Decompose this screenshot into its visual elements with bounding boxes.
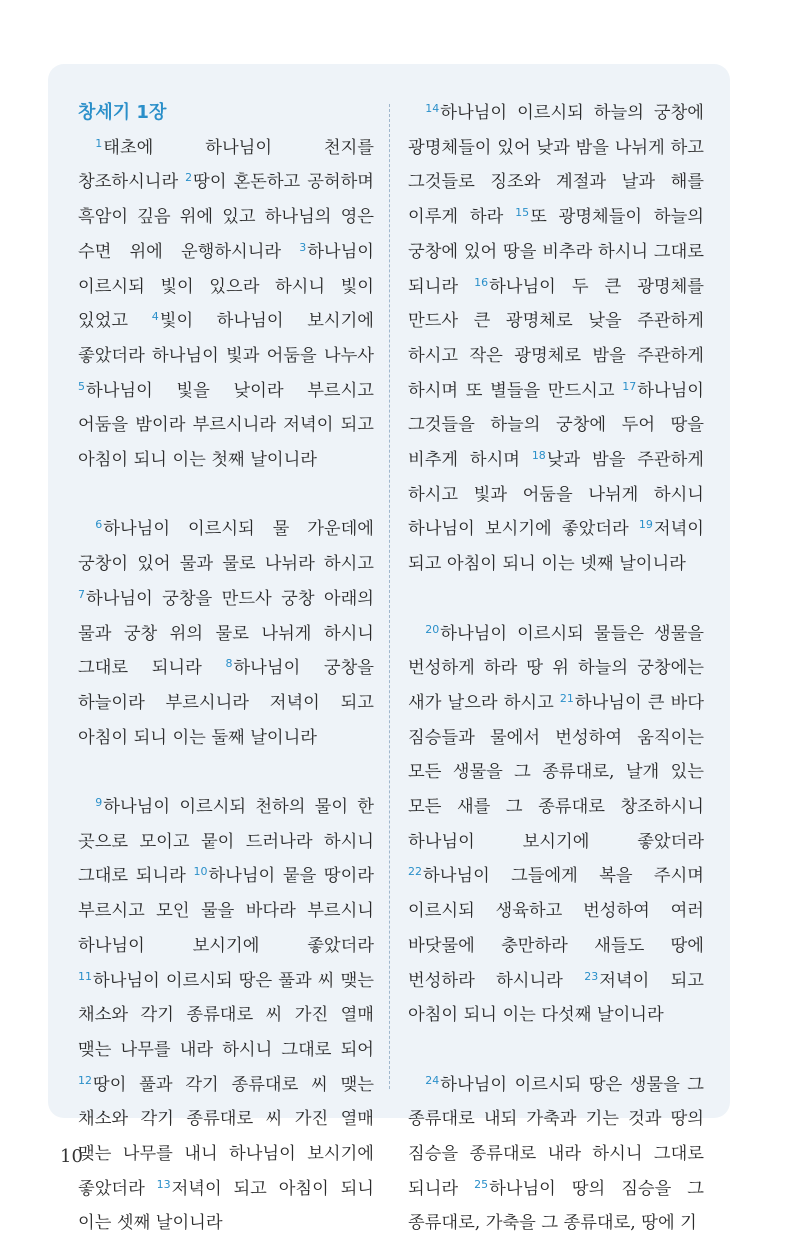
verse-text: 하나님이 궁창을 하늘이라 부르시니라 저녁이 되고 아침이 되니 이는 둘째 날이니라 <box>78 658 374 748</box>
verse-number: 6 <box>95 518 103 532</box>
paragraph <box>408 1068 704 1241</box>
verse-text: 하나님이 궁창을 만드사 궁창 아래의 물과 궁창 위의 물로 나뉘게 하시니 그대로 되니라 <box>78 588 374 679</box>
verse-text: 저녁이 되고 아침이 되니 이는 셋째 날이니라 <box>78 1178 374 1234</box>
verse-text: 하나님이 이르시되 빛이 있으라 하시니 빛이 있었고 <box>78 241 374 332</box>
verse-text: 하나님이 이르시되 천하의 물이 한 곳으로 모이고 뭍이 드러나라 하시니 그대로 되니라 <box>78 797 374 887</box>
verse-text: 낮과 밤을 주관하게 하시고 빛과 어둠을 나뉘게 하시니 하나님이 보시기에 좋았더라 <box>408 450 704 540</box>
verse-text: 하나님이 그것들을 하늘의 궁창에 두어 땅을 비추게 하시며 <box>408 380 704 471</box>
verse-text: 하나님이 뭍을 땅이라 부르시고 모인 물을 바다라 부르시니 하나님이 보시기에 좋았더라 <box>78 866 375 956</box>
paragraph <box>408 617 704 1033</box>
verse-text: 땅이 풀과 각기 종류대로 씨 맺는 채소와 각기 종류대로 씨 가진 열매 맺는 나무를 내니 하나님이 보시기에 좋았더라 <box>78 1074 374 1199</box>
page-number: 10 <box>60 1146 83 1167</box>
verse-number: 20 <box>425 622 440 636</box>
paragraph <box>78 512 374 755</box>
verse-text: 태초에 하나님이 천지를 창조하시니라 <box>78 137 374 193</box>
chapter-title: 창세기 1장 <box>78 102 167 123</box>
verse-text: 하나님이 빛을 낮이라 부르시고 어둠을 밤이라 부르시니라 저녁이 되고 아침이 되니 이는 첫째 날이니라 <box>78 380 374 471</box>
verse-number: 5 <box>78 379 85 393</box>
verse-number: 10 <box>193 865 208 879</box>
verse-number: 18 <box>531 449 546 463</box>
verse-number: 11 <box>78 969 92 983</box>
verse-number: 1 <box>95 136 103 150</box>
verse-number: 25 <box>474 1177 489 1191</box>
verse-number: 7 <box>78 587 85 601</box>
verse-number: 8 <box>225 657 233 671</box>
verse-text: 저녁이 되고 아침이 되니 이는 다섯째 날이니라 <box>408 970 704 1026</box>
verse-text: 또 광명체들이 하늘의 궁창에 있어 땅을 비추라 하시니 그대로 되니라 <box>408 207 704 297</box>
verse-number: 19 <box>638 518 653 532</box>
verse-number: 16 <box>474 275 489 289</box>
column-divider <box>389 104 390 1089</box>
verse-text: 하나님이 이르시되 물 가운데에 궁창이 있어 물과 물로 나뉘라 하시고 <box>78 519 374 575</box>
verse-number: 13 <box>156 1177 171 1191</box>
left-column <box>78 96 374 1241</box>
verse-text: 하나님이 이르시되 땅은 풀과 씨 맺는 채소와 각기 종류대로 씨 가진 열매 맺는 나무를 내라 하시니 그대로 되어 <box>78 970 374 1060</box>
verse-number: 2 <box>185 171 193 185</box>
verse-text: 하나님이 이르시되 물들은 생물을 번성하게 하라 땅 위 하늘의 궁창에는 새가 날으라 하시고 <box>408 623 704 713</box>
verse-text: 빛이 하나님이 보시기에 좋았더라 하나님이 빛과 어둠을 나누사 <box>78 311 374 366</box>
paragraph <box>78 131 374 478</box>
verse-text: 하나님이 이르시되 땅은 생물을 그 종류대로 내되 가축과 기는 것과 땅의 짐승을 종류대로 내라 하시니 그대로 되니라 <box>408 1074 704 1199</box>
verse-number: 21 <box>559 691 574 705</box>
verse-text: 땅이 혼돈하고 공허하며 흑암이 깊음 위에 있고 하나님의 영은 수면 위에 운행하시니라 <box>78 172 374 262</box>
verse-number: 3 <box>299 240 307 254</box>
verse-number: 12 <box>78 1073 92 1087</box>
paragraph <box>408 96 704 582</box>
verse-text: 저녁이 되고 아침이 되니 이는 넷째 날이니라 <box>408 519 704 575</box>
verse-number: 23 <box>584 969 599 983</box>
verse-text: 하나님이 그들에게 복을 주시며 이르시되 생육하고 번성하여 여러 바닷물에 충만하라 새들도 땅에 번성하라 하시니라 <box>408 866 704 991</box>
verse-text: 하나님이 이르시되 하늘의 궁창에 광명체들이 있어 낮과 밤을 나뉘게 하고 그것들로 징조와 계절과 날과 해를 이루게 하라 <box>408 103 704 228</box>
verse-number: 17 <box>622 379 637 393</box>
verse-number: 14 <box>425 102 440 115</box>
right-column <box>408 96 704 1241</box>
verse-text: 하나님이 땅의 짐승을 그 종류대로, 가축을 그 종류대로, 땅에 기 <box>408 1178 704 1234</box>
verse-number: 24 <box>425 1073 440 1087</box>
verse-number: 15 <box>515 206 530 220</box>
verse-text: 하나님이 두 큰 광명체를 만드사 큰 광명체로 낮을 주관하게 하시고 작은 광명체로 밤을 주관하게 하시며 또 별들을 만드시고 <box>408 276 704 401</box>
paragraph <box>78 790 374 1241</box>
verse-number: 22 <box>408 865 422 879</box>
verse-text: 하나님이 큰 바다 짐승들과 물에서 번성하여 움직이는 모든 생물을 그 종류대로, 날개 있는 모든 새를 그 종류대로 창조하시니 하나님이 보시기에 좋았더라 <box>408 692 704 852</box>
verse-number: 9 <box>95 796 103 810</box>
verse-number: 4 <box>151 310 159 324</box>
